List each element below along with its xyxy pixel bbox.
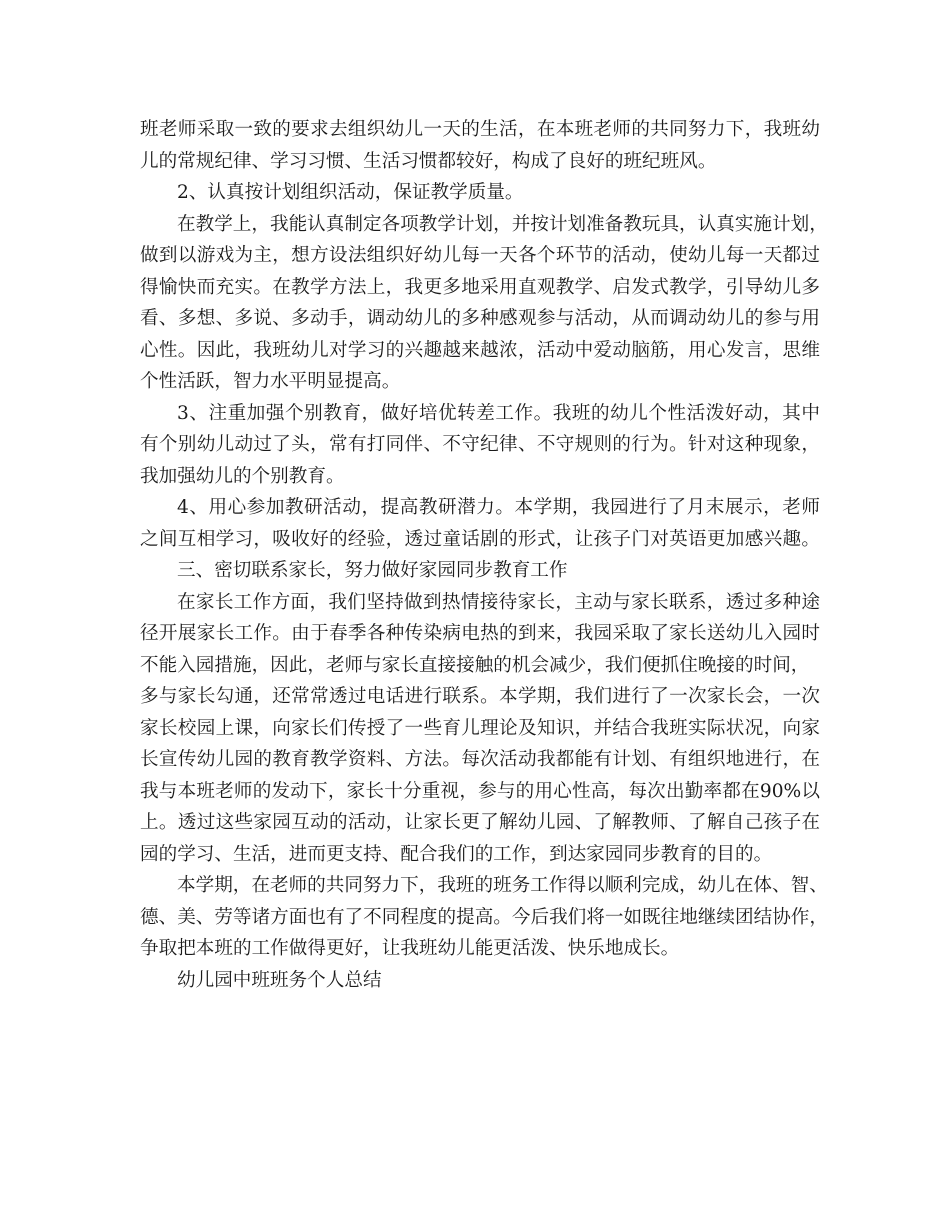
paragraph-first-line: 在家长工作方面，我们坚持做到热情接待家长，主动与家长联系，透过多种途	[177, 591, 820, 613]
text-line: 班老师采取一致的要求去组织幼儿一天的生活，在本班老师的共同努力下，我班幼	[140, 119, 820, 140]
text-line: 上。透过这些家园互动的活动，让家长更了解幼儿园、了解教师、了解自己孩子在	[140, 812, 820, 833]
text-line: 不能入园措施，因此，老师与家长直接接触的机会减少，我们便抓住晚接的时间，	[140, 654, 810, 676]
text-line: 之间互相学习，吸收好的经验，透过童话剧的形式，让孩子门对英语更加感兴趣。	[140, 528, 820, 550]
section-heading: 2、认真按计划组织活动，保证教学质量。	[177, 182, 524, 203]
text-line: 径开展家长工作。由于春季各种传染病电热的到来，我园采取了家长送幼儿入园时	[140, 623, 820, 644]
text-line: 园的学习、生活，进而更支持、配合我们的工作，到达家园同步教育的目的。	[140, 843, 773, 865]
text-line: 心性。因此，我班幼儿对学习的兴趣越来越浓，活动中爱动脑筋，用心发言，思维	[140, 339, 820, 361]
text-line: 得愉快而充实。在教学方法上，我更多地采用直观教学、启发式教学，引导幼儿多	[140, 276, 820, 298]
paragraph-first-line: 4、用心参加教研活动，提高教研潜力。本学期，我园进行了月末展示，老师	[177, 497, 820, 518]
paragraph-first-line: 本学期，在老师的共同努力下，我班的班务工作得以顺利完成，幼儿在体、智、	[177, 875, 828, 896]
text-line: 家长校园上课，向家长们传授了一些育儿理论及知识，并结合我班实际状况，向家	[140, 717, 820, 739]
text-line: 儿的常规纪律、学习习惯、生活习惯都较好，构成了良好的班纪班风。	[140, 150, 717, 172]
text-line: 长宣传幼儿园的教育教学资料、方法。每次活动我都能有计划、有组织地进行，在	[140, 749, 820, 770]
text-line: 有个别幼儿动过了头，常有打同伴、不守纪律、不守规则的行为。针对这种现象，	[140, 434, 820, 455]
section-heading: 幼儿园中班班务个人总结	[177, 969, 382, 991]
text-line: 个性活跃，智力水平明显提高。	[140, 371, 401, 392]
section-heading: 三、密切联系家长，努力做好家园同步教育工作	[177, 560, 568, 581]
document-body	[140, 114, 828, 996]
paragraph-first-line: 3、注重加强个别教育，做好培优转差工作。我班的幼儿个性活泼好动，其中	[177, 402, 820, 424]
text-line: 我与本班老师的发动下，家长十分重视，参与的用心性高，每次出勤率都在90%以	[140, 780, 820, 802]
text-line: 做到以游戏为主，想方设法组织好幼儿每一天各个环节的活动，使幼儿每一天都过	[140, 245, 820, 266]
paragraph-first-line: 在教学上，我能认真制定各项教学计划，并按计划准备教玩具，认真实施计划，	[177, 213, 828, 235]
text-line: 看、多想、多说、多动手，调动幼儿的多种感观参与活动，从而调动幼儿的参与用	[140, 308, 820, 329]
text-line: 我加强幼儿的个别教育。	[140, 465, 345, 487]
text-line: 争取把本班的工作做得更好，让我班幼儿能更活泼、快乐地成长。	[140, 938, 680, 959]
text-line: 德、美、劳等诸方面也有了不同程度的提高。今后我们将一如既往地继续团结协作，	[140, 906, 828, 928]
text-line: 多与家长勾通，还常常透过电话进行联系。本学期，我们进行了一次家长会，一次	[140, 686, 820, 707]
